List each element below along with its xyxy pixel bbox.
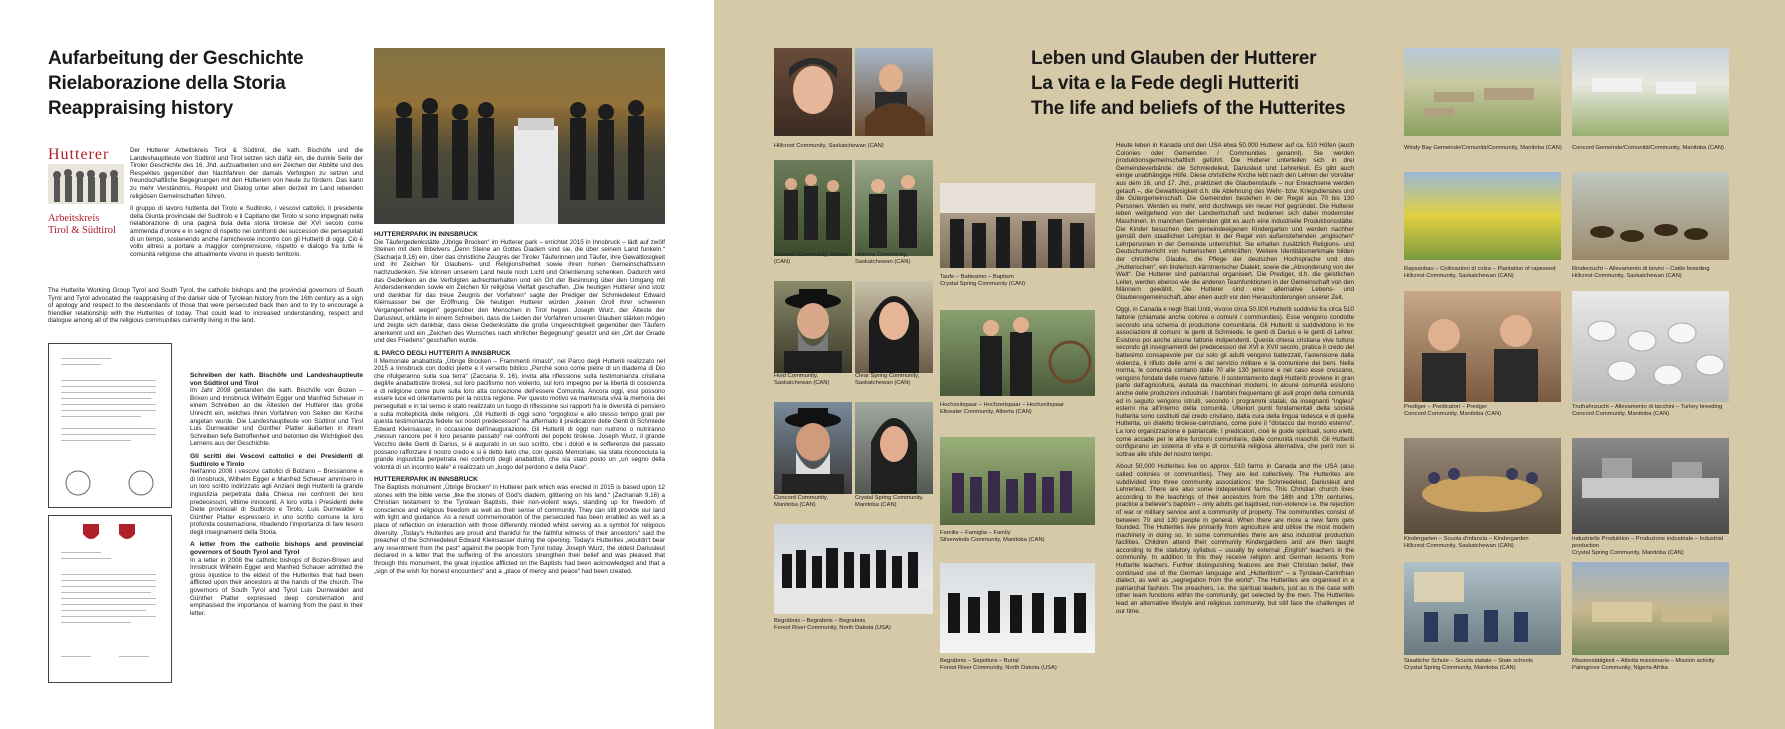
park-head-it: IL PARCO DEGLI HUTTERITI A INNSBRUCK bbox=[374, 349, 511, 357]
photo-funeral-2 bbox=[940, 563, 1095, 653]
photo-preachers bbox=[1404, 291, 1561, 402]
right-title-de: Leben und Glauben der Hutterer bbox=[1031, 48, 1317, 69]
caption-cattle-title: Rinderzucht – Allevamento di bovini – Cattle breeding bbox=[1572, 266, 1710, 272]
photo-boy-horse bbox=[855, 48, 933, 136]
caption-concord: Concord Community, Manitoba (CAN) bbox=[774, 495, 829, 508]
photo-clearspring-woman bbox=[855, 281, 933, 373]
caption-stateschool-title: Staatliche Schule – Scuola statale – State schools bbox=[1404, 658, 1533, 664]
right-main-text bbox=[1116, 142, 1354, 692]
photo-industry bbox=[1572, 438, 1729, 534]
caption-turkeys-title: Truthahnzucht – Allevamento di tacchini – Turkey breeding bbox=[1572, 404, 1723, 410]
hutterer-logo bbox=[48, 146, 124, 246]
caption-baptism bbox=[940, 274, 1100, 288]
caption-windybay: Windy Bay Gemeinde/Comunità/Community, Manitoba (CAN) bbox=[1404, 145, 1562, 151]
letters-text-it: Nell'anno 2008 i vescovi cattolici di Bolzano – Bressanone e di Innsbruck, Wilhelm Egger e Manfred Scheuer ammisero in un loro scritto indirizzato agli Anziani degli Hutteriti la grande ingiustizia perpetrata dalla Chiesa nei confronti dei loro predecessori, vittime innocenti. A loro volta i Presidenti delle Diete provinciali di Sudtirolo e Tirolo, Luis Durnwalder e Günther Platter espressero in uno scritto comune la loro profonda costernazione, ribadendo l'importanza di fare tesoro degli insegnamenti della Storia. bbox=[190, 468, 363, 536]
logo-top-text: Hutterer bbox=[48, 146, 110, 163]
letters-text-de: Im Jahr 2008 gestanden die kath. Bischöfe von Bozen – Brixen und Innsbruck Wilhelm Egger und Manfred Scheuer in einem Schreiben an die Ältesten der Hutterer das große Unrecht ein, welches ihren Vorfahren von Seiten der Kirche angetan wurde. Die Landeshauptleute von Südtirol und Tirol Luis Durnwalder und Günther Platter äußerten in ihrem Schreiben tiefe Betroffenheit und betonten die Wichtigkeit des Lernens aus der Geschichte. bbox=[190, 387, 363, 448]
intro-text bbox=[130, 147, 363, 277]
caption-concord-aerial: Concord Gemeinde/Comunità/Community, Manitoba (CAN) bbox=[1572, 145, 1724, 151]
caption-stateschool-place: Crystal Spring Community, Manitoba (CAN) bbox=[1404, 664, 1516, 671]
coat-of-arms-icons bbox=[79, 522, 139, 544]
photo-funeral-1 bbox=[774, 524, 933, 614]
left-title-en: Reappraising history bbox=[48, 98, 233, 119]
right-text-it: Oggi, in Canada e negli Stati Uniti, vivono circa 50.000 Hutteriti suddivisi fra circa 510 fattorie (chiamate anche colonie o comuni / communities). Esse vengono condotte secondo una schema di produzione comunitaria. Gli Hutteriti si suddividono in tre associazioni di comuni: le genti di Schmiede, le genti di Darius e le genti di Lehrer. Esistono poi anche alcune fattorie indipendenti. Questa chiesa cristiana vive tuttora secondo gli insegnamenti dei predecessori del XVI e XVII secolo, pratica il credo del battesimo consapevole per cui solo gli adulti vengono battezzati, l'astensione dalla violenza, il rifiuto delle armi e del servizio militare e la comunione dei beni. Nella norma, le comunità contano dalle 70 alle 130 persone e nel caso esse crescano, vengono fondate delle nuove fattorie. Il sostentamento degli Hutteriti proviene in gran parte dall'agricoltura, aiutata da macchinari moderni. In alcune comunità esistono anche delle produzioni industriali. I bambini frequentano gli asili propri della comunità ed in seguito vengono istruiti, secondo i programmi statali, da insegnanti “inglesi” esterni ma all'interno della comunità. Ulteriori punti fondamentali della società hutterita sono costituiti dal credo cristiano, dalla cura della lingua tedesca e di quella Hutterita, un dialetto tirolese-carinziano, come pure il “distacco dal mondo esterno”. La loro organizzazione è patriarcale. I predicatori, cioè le guide spirituali, sono eletti, come accade per le altre funzioni comunitarie, dalle comunità maschili. Gli Hutteriti configurano un sistema di vita e di comunità religiosa alternativa, che però non si sottrae alle sfide del nostro tempo. bbox=[1116, 306, 1354, 458]
caption-burial bbox=[940, 658, 1100, 672]
ceremony-photo bbox=[374, 48, 665, 224]
caption-rapeseed bbox=[1404, 266, 1574, 280]
photo-cattle bbox=[1572, 172, 1729, 260]
caption-preachers bbox=[1404, 404, 1564, 418]
caption-family-title: Familie – Famiglia – Family bbox=[940, 530, 1011, 536]
photo-girl-portrait bbox=[774, 48, 852, 136]
caption-industry-title: Industrielle Produktion – Produzione industriale – Industrial production bbox=[1572, 536, 1724, 549]
caption-mission-title: Missionstätigkeit – Attività missionaria – Mission activity bbox=[1572, 658, 1715, 664]
caption-wedding bbox=[940, 402, 1100, 416]
logo-bottom-1: Arbeitskreis bbox=[48, 213, 100, 224]
photo-stateschool bbox=[1404, 562, 1561, 655]
letters-head-en: A letter from the catholic bishops and provincial governors of South Tyrol and Tyrol bbox=[190, 541, 363, 557]
caption-clearspring: Clear Spring Community, Saskatchewan (CAN) bbox=[855, 373, 920, 386]
photo-hold-man bbox=[774, 281, 852, 373]
left-title bbox=[48, 46, 303, 121]
caption-family bbox=[940, 530, 1100, 544]
park-head-de: HUTTERERPARK IN INNSBRUCK bbox=[374, 231, 478, 238]
left-title-it: Rielaborazione della Storia bbox=[48, 73, 286, 94]
caption-hold: Hold Community, Saskatchewan (CAN) bbox=[774, 373, 830, 386]
caption-preachers-place: Concord Community, Manitoba (CAN) bbox=[1404, 410, 1502, 417]
photo-crystalspring-woman bbox=[855, 402, 933, 494]
photo-family bbox=[940, 437, 1095, 525]
photo-concord-man bbox=[774, 402, 852, 494]
photo-baptism bbox=[940, 183, 1095, 268]
photo-kindergarten bbox=[1404, 438, 1561, 534]
caption-wedding-title: Hochzeitspaar – Hochzeitspaar – Hochzeitspaar bbox=[940, 402, 1065, 408]
park-text-en: The Baptists monument „Übrige Brocken“ in Hutterer park which was erected in 2015 is based upon 12 stones with the bible verse „like the stones of God's diadem, glittering on his land.“ (Zechariah 9,16) a Christian testament to the Tyrolean Baptists, their non-violent ways, standing up for freedom of conscience and religious freedom as well as their sense of community. They can still provide our land with light and guidance. As a result commemoration of the persecuted has been enabled as well as a place of reflection on interaction with those differently minded whilst serving as a symbol for religious diversity. „Today's Hutterites are proud and thankful for the faithful witness of their ancestors“ said the preacher of the Schmiedeleut Edward Kleinsasser during the opening. Today's Hutterites „wouldn't bear any resentment from the past“ against the people from Tyrol today. Joseph Wurz, the oldest Dariusleut declared in a letter that the suffering of the ancestors strengthen their belief and was pleased that through this monument, the great injustice afflicted on the Baptists had been acknowledged and that a „sign of the wish for honest encounters“ and a „place of mercy and peace“ had been created. bbox=[374, 484, 665, 575]
caption-industry-place: Crystal Spring Community, Manitoba (CAN) bbox=[1572, 549, 1684, 556]
photo-mission bbox=[1572, 562, 1729, 655]
ceremony-figures bbox=[374, 48, 665, 224]
logo-bottom-2: Tirol & Südtirol bbox=[48, 225, 116, 236]
caption-preachers-title: Prediger – Predicatori – Predger bbox=[1404, 404, 1488, 410]
logo-illustration bbox=[48, 164, 124, 204]
park-head-en: HUTTERERPARK IN INNSBRUCK bbox=[374, 476, 478, 484]
right-page bbox=[714, 0, 1785, 729]
caption-funeral-1-place: Forest River Community, North Dakota (USA) bbox=[774, 624, 891, 631]
photo-rapeseed bbox=[1404, 172, 1561, 260]
photo-turkeys bbox=[1572, 291, 1729, 402]
bishops-letter-image bbox=[48, 343, 172, 508]
caption-rapeseed-place: Hillcrest Community, Saskatchewan (CAN) bbox=[1404, 272, 1514, 279]
letters-head-it: Gli scritti dei Vescovi cattolici e dei Presidenti di Sudtirolo e Tirolo bbox=[190, 452, 363, 468]
governors-letter-image bbox=[48, 515, 172, 683]
park-text bbox=[374, 231, 665, 685]
caption-baptism-title: Taufe – Battesimo – Baptism bbox=[940, 274, 1014, 280]
caption-crystalspring: Crystal Spring Community, Manitoba (CAN) bbox=[855, 495, 924, 508]
caption-turkeys bbox=[1572, 404, 1742, 418]
intro-de: Der Hutterer Arbeitskreis Tirol & Südtirol, die kath. Bischöfe und die Landeshauptleute von Südtirol und Tirol setzen sich dafür ein, die dunkle Seite der Tiroler Geschichte des 16. Jhd. aufzuarbeiten und ein Zeichen der Abbitte und des Respektes gegenüber den Nachfahren der damals Verfolgten zu setzen und freundschaftliche Begegnungen mit den Hutterern von heute zu fördern. Das kann zu mehr Verständnis, Respekt und Dialog unter allen derzeit im Land lebenden religiösen Gemeinschaften führen. bbox=[130, 147, 363, 200]
caption-funeral-1 bbox=[774, 618, 934, 632]
caption-hillcrest-2: Hillcrest Community, Saskatchewan (CAN) bbox=[855, 252, 911, 265]
caption-elkwater: Elkwater Community, Alberta (CAN) bbox=[774, 252, 848, 265]
caption-hillcrest-1: Hillcrest Community, Saskatchewan (CAN) bbox=[774, 143, 884, 149]
caption-kindergarten bbox=[1404, 536, 1564, 550]
photo-elkwater-kids bbox=[774, 160, 852, 256]
caption-cattle bbox=[1572, 266, 1742, 280]
caption-baptism-place: Crystal Spring Community (CAN) bbox=[940, 280, 1026, 287]
intro-en: The Hutterite Working Group Tyrol and South Tyrol, the catholic bishops and the provincial governors of South Tyrol and Tyrol advocated the reappraising of the darker side of Tyrolean history from the 16th century as a sign of apology and respect to the descendants of those that were persecuted back then and to try to encourage a friendlier relationship with the Hutterites of today. That could lead to increased understanding, respect and dialogue among all of the religious communities currently living in the land. bbox=[48, 287, 363, 325]
photo-windybay bbox=[1404, 48, 1561, 136]
park-text-it: Il Memoriale anabattista „Übrige Brocken – Frammenti rimasti“, nel Parco degli Hutteriti realizzato nel 2015 a Innsbruck con dodici pietre e il versetto biblico „Perché sono come pietre di un diadema di Dio che rifulgeranno sulla sua terra“ (Zaccaria 9, 16), invita alla riflessione sulla testimonianza cristiana degli/le anabattisti/e tirolesi, sul loro pacifismo non violento, sul loro impegno per la libertà di coscienza e di religione come pure sulla loro alta concezione dell'essere Comunità. Ancora oggi, essi possono essere luce ed orientamento per la nostra regione. Per questo motivo va mantenuta viva la memoria dei perseguitati e in tal senso è stato realizzato un luogo di riflessione sui rapporti fra le diversità di pensiero e sulla molteplicità delle religioni. „Gli Hutteriti di oggi sono “orgogliosi e allo stesso tempo grati per questa testimonianza fedele sui nostri predecessori” ha affermato il predicatore delle Genti di Schmiede Edward Kleinsasser, in occasione dell'inaugurazione. Gli Hutteriti di oggi non nutrono o nutriranno „nessun rancore per il loro pesante passato“ nei confronti del popolo tirolese. Joseph Wurz, il grande Vecchio delle Genti di Darius, si è augurato in un suo scritto, che i dolori e le sofferenze del passato possano rafforzare il nostro credo e si è detto lieto che, con questo Memoriale, sia stata riconosciuta la grande ingiustizia perpetrata nei confronti degli anabattisti, che sia stato posto un „un segno della volontà di un incontro leale“ e realizzato un „luogo del perdono e della Pace“. bbox=[374, 357, 665, 471]
right-title-en: The life and beliefs of the Hutterites bbox=[1031, 98, 1346, 119]
caption-cattle-place: Hillcrest Community, Saskatchewan (CAN) bbox=[1572, 272, 1682, 279]
caption-mission bbox=[1572, 658, 1742, 672]
left-page bbox=[0, 0, 714, 729]
seal-icons bbox=[63, 468, 157, 498]
caption-burial-title: Begräbnis – Sepoltura – Burial bbox=[940, 658, 1019, 664]
photo-wedding bbox=[940, 310, 1095, 396]
caption-family-place: Silverwinds Community, Manitoba (CAN) bbox=[940, 536, 1045, 543]
caption-kindergarten-title: Kindergarten – Scuola d'infanzia – Kindergarden bbox=[1404, 536, 1529, 542]
right-text-de: Heute leben in Kanada und den USA etwa 50.000 Hutterer auf ca. 510 Höfen (auch Colonies oder Gemeinden / Communities genannt). Sie werden produktionsgemeinschaftlich geführt. Die Hutterer unterteilen sich in drei Gemeindeverbände: die Schmiedeleut, Dariusleut und Lehrerleut. Es gibt auch einige unabhängige Höfe. Diese christliche Kirche lebt nach den Lehren der Vorväter aus dem 16. und 17. Jhd., praktiziert die Glaubenstaufe – nur Erwachsene werden getauft –, die Gewaltlosigkeit d.h. die Ablehnung des Wehr- bzw. Kriegsdienstes und die Gütergemeinschaft. Die Gemeinden bestehen in der Regel aus 70 bis 130 Personen. Werden es mehr, wird durchwegs ein neuer Hof gegründet. Die Hutterer leben weitgehend von der Landwirtschaft und bedienen sich dabei modernster Maschinen. In manchen Gemeinden gibt es auch eine industrielle Produktionsstätte. Die Kinder besuchen den gemeindeeigenen Kindergarten und werden nachher gemäß dem staatlichen Lehrplan in der Regel von außenstehenden „englischen“ Lehrpersonen in der Gemeinde unterrichtet. Sie erhalten zusätzlich Religions- und Deutschunterricht von hutterischen Lehrkräften. Weitere Identitätsmerkmale bilden der christliche Glaube, die Pflege der deutschen Hochsprache und des „Hutterischen“, ein tirolerisch-kärntnerischer Dialekt, sowie die „Absonderung von der Welt“. Die Hutterer sind patriarchal organisiert. Die Prediger, d.h. die geistlichen Leiter, werden ebenso wie die anderen Teamfunktionen in der Gemeinschaft von den Männern gewählt. Die Hutterer sind eine alternative Lebens- und Glaubensgemeinschaft, aber eben auch vor den Herausforderungen unserer Zeit. bbox=[1116, 142, 1354, 301]
right-title-it: La vita e la Fede degli Hutteriti bbox=[1031, 73, 1299, 94]
photo-concord-aerial bbox=[1572, 48, 1729, 136]
caption-wedding-place: Elkwater Community, Alberta (CAN) bbox=[940, 408, 1032, 415]
intro-it: Il gruppo di lavoro hutterita del Tirolo e Sudtirolo, i vescovi cattolici, il presidente della Giunta provinciale del Sudtirolo e il Capitano del Tirolo si sono impegnati nella rielaborazione di una pagina buia della storia tirolese del XVI secolo come ammenda d'onore e in segno di rispetto nei confronti dei successori dei perseguitati di un tempo, sostenendo anche l'amichevole incontro con gli Hutteriti di oggi. Ciò è volto altresì a portare a maggior comprensione, rispetto e dialogo fra tutte le comunità religiose che attualmente vivono in questo territorio. bbox=[130, 205, 363, 258]
caption-rapeseed-title: Rapsanbau – Coltivazioni di colza – Plantation of rapeseed bbox=[1404, 266, 1556, 272]
right-text-en: About 50,000 Hutterites live on approx. 510 farms in Canada and the USA (also called colonies or communities). They are led collectively. The Hutterites are subdivided into three community associations: the Schmiedeleut, Dariusleut and Lehrerleut. There are also some independent farms. This Christian church lives according to the teachings of their ancestors from the 16th and 17th centuries, practice a believer's baptism – only adults get baptised, non-violence i.e. the rejection of war or military service and a community of property. The communities consist of between 70 and 130 people in general. When there are more a new farm gets founded. The Hutterites live primarily from agriculture and utilise the most modern machinery in doing so. In some communities there are also industrial production facilities. Children attend their community Kindergardens and are then taught according to the statutory syllabus – usually by external „English“ teachers in the community. In addition to this they receive religion and German lessons from Hutterite teachers. Further distinguishing features are their Christian belief, their continued use of the German language and „Hutteritism“ – a Tyrolean-Carinthian dialect, as well as „segregation from the world“. The Hutterites are organised in a patriarchal fashion. The preachers, i.e. the spiritual leaders, just as is the case with other team functions within the community, get selected by the men. The Hutterites lead an alternative lifestyle and religious community, but still face the challenges of our time. bbox=[1116, 463, 1354, 615]
caption-stateschool bbox=[1404, 658, 1574, 672]
caption-burial-place: Forest River Community, North Dakota (USA) bbox=[940, 664, 1057, 671]
left-title-de: Aufarbeitung der Geschichte bbox=[48, 48, 304, 69]
caption-turkeys-place: Concord Community, Manitoba (CAN) bbox=[1572, 410, 1670, 417]
park-text-de: Die Täufergedenkstätte „Übrige Brocken“ im Hutterer park – errichtet 2015 in Innsbruck – lädt auf zwölf Steinen mit dem Bibelvers „Denn Steine an Gottes Diadem sind sie, die über seinem Land funkeln.“ (Sacharja 9,16) ein, über das christliche Zeugnis der Tiroler Täuferinnen und Täufer, ihre Gewaltlosigkeit und ihr Zeichen für Glaubens- und Religionsfreiheit sowie ihren hohen Gemeinschaftssinn nachzudenken. Sie können unserem Land heute noch Licht und Orientierung schenken. Dadurch wird das Gedenken an die Verfolgten aufrechterhalten und ein Ort der Besinnung über den Umgang mit Andersdenkenden sowie ein Zeichen für religiöse Vielfalt geschaffen. „Die heutigen Hutterer sind stolz und dankbar für das treue Zeugnis der Vorfahren“ sagte der Prediger der Schmiedeleut Edward Kleinsasser bei der Eröffnung. Die heutigen Hutterer würden „keinen Groll ihrer schweren Vergangenheit wegen“ gegenüber den Menschen in Tirol hegen. Joseph Wurz, der Älteste der Dariusleut, erklärte in einem Schreiben, dass die Leiden der Vorfahren unseren Glauben stärken mögen und zeigte sich dankbar, dass diese Gedenkstätte die große Ungerechtigkeit gegenüber den Täufern anerkennt und ein „Zeichen des Wunsches nach ehrlicher Begegnung“ gesetzt und ein „Ort der Gnade und des Friedens“ geschaffen wurde. bbox=[374, 238, 665, 345]
caption-kindergarten-place: Hillcrest Community, Saskatchewan (CAN) bbox=[1404, 542, 1514, 549]
right-title bbox=[1031, 46, 1345, 121]
letters-head-de: Schreiben der kath. Bischöfe und Landeshauptleute von Südtirol und Tirol bbox=[190, 372, 363, 387]
caption-mission-place: Palmgrove Community, Nigeria Afrika bbox=[1572, 664, 1668, 671]
letters-text-en: In a letter in 2008 the catholic bishops of Bozen-Brixen and Innsbruck Wilhelm Egger and Manfred Schauer admitted the gross injustice to the eldest of the Hutterites that had been afflicted upon their ancestors at the hands of the church. The governors of South Tyrol and Tyrol Luis Durnwalder and Günther Platter expressed deep consternation and emphasised the importance of learning from the past in their letter. bbox=[190, 556, 363, 617]
caption-funeral-1-title: Begräbnis – Begrabnis – Begrabnis bbox=[774, 618, 866, 624]
intro-en-block bbox=[48, 287, 363, 342]
letters-text bbox=[190, 372, 363, 682]
photo-hillcrest-women bbox=[855, 160, 933, 256]
caption-industry bbox=[1572, 536, 1742, 557]
